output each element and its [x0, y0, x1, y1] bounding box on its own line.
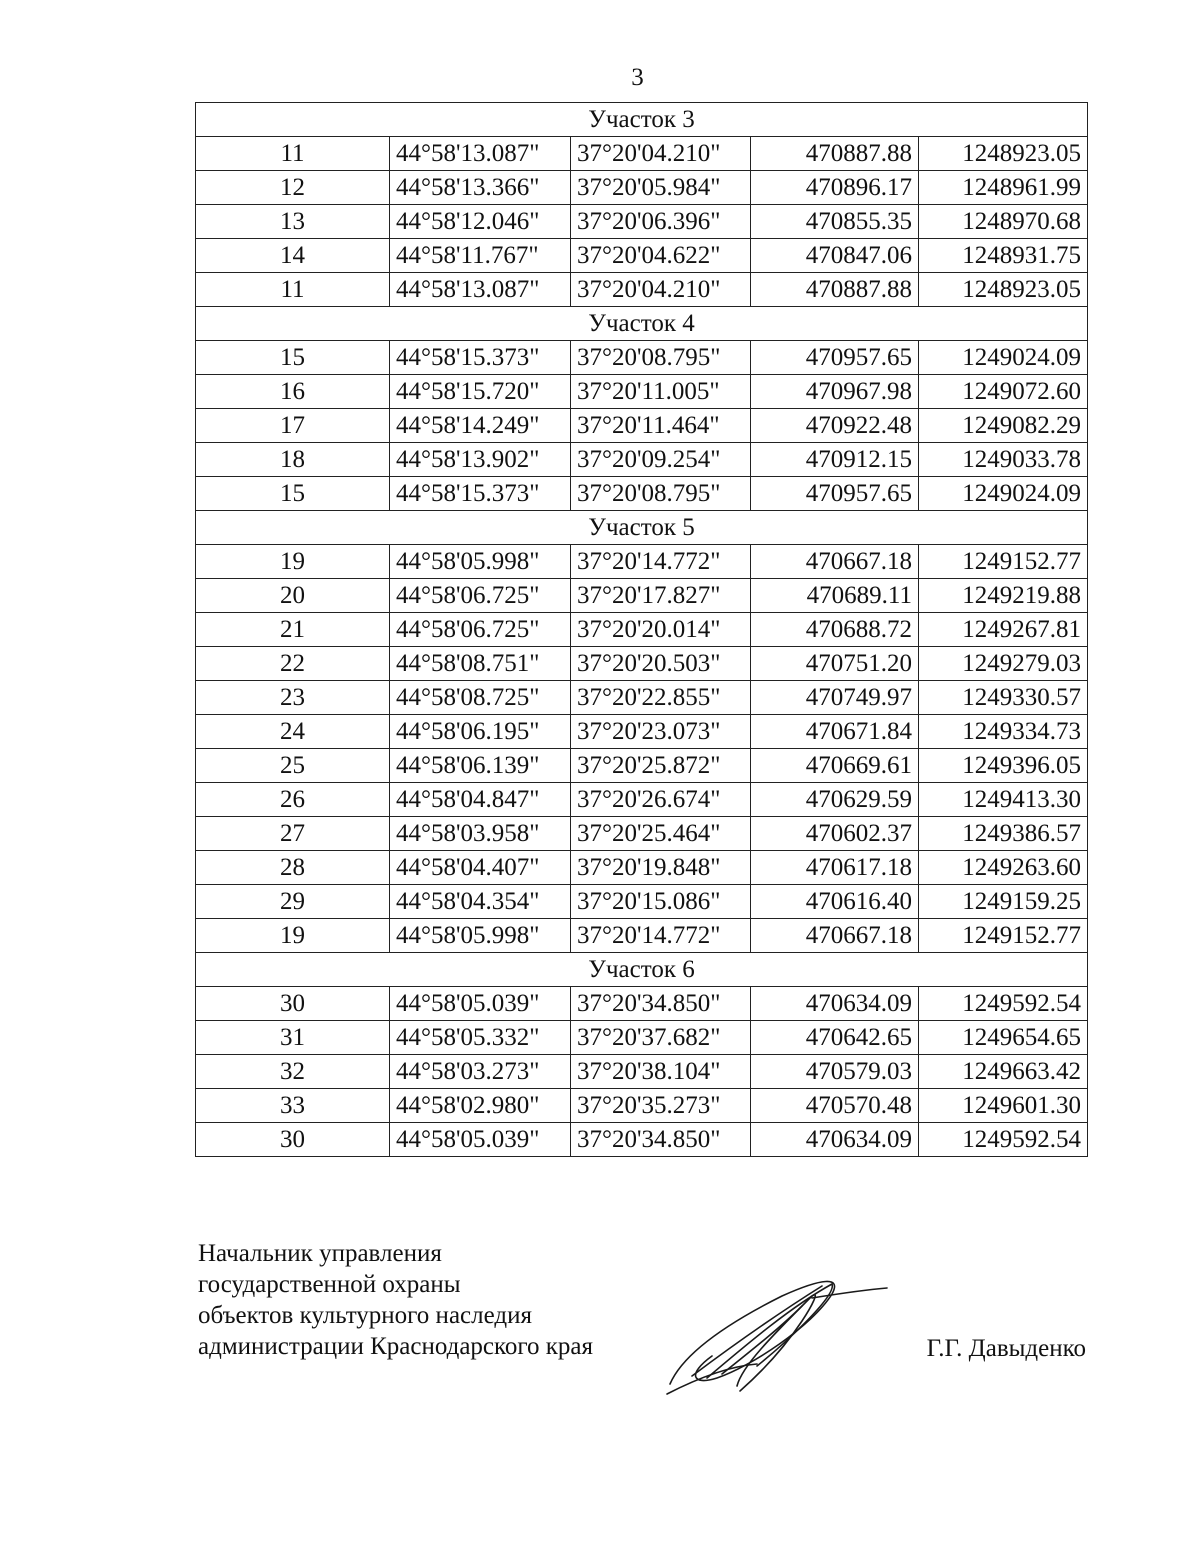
table-row — [196, 1055, 1088, 1089]
x-coordinate-cell: 470629.59 — [751, 783, 919, 817]
point-number-cell: 16 — [196, 375, 390, 409]
point-number-cell: 14 — [196, 239, 390, 273]
point-number-cell: 29 — [196, 885, 390, 919]
point-number-cell: 32 — [196, 1055, 390, 1089]
latitude-cell: 44°58'13.087" — [390, 137, 571, 171]
y-coordinate-cell: 1249330.57 — [919, 681, 1088, 715]
table-row — [196, 477, 1088, 511]
x-coordinate-cell: 470634.09 — [751, 987, 919, 1021]
position-line: администрации Краснодарского края — [198, 1333, 594, 1360]
section-title: Участок 6 — [196, 953, 1088, 987]
x-coordinate-cell: 470688.72 — [751, 613, 919, 647]
x-coordinate-cell: 470922.48 — [751, 409, 919, 443]
longitude-cell: 37°20'38.104" — [571, 1055, 751, 1089]
point-number-cell: 15 — [196, 341, 390, 375]
handwritten-signature — [662, 1266, 892, 1396]
latitude-cell: 44°58'03.273" — [390, 1055, 571, 1089]
x-coordinate-cell: 470957.65 — [751, 477, 919, 511]
point-number-cell: 23 — [196, 681, 390, 715]
table-row — [196, 919, 1088, 953]
latitude-cell: 44°58'11.767" — [390, 239, 571, 273]
latitude-cell: 44°58'06.725" — [390, 579, 571, 613]
x-coordinate-cell: 470602.37 — [751, 817, 919, 851]
x-coordinate-cell: 470957.65 — [751, 341, 919, 375]
y-coordinate-cell: 1248923.05 — [919, 137, 1088, 171]
latitude-cell: 44°58'03.958" — [390, 817, 571, 851]
longitude-cell: 37°20'22.855" — [571, 681, 751, 715]
latitude-cell: 44°58'04.847" — [390, 783, 571, 817]
section-header-row — [196, 103, 1088, 137]
x-coordinate-cell: 470896.17 — [751, 171, 919, 205]
table-row — [196, 273, 1088, 307]
table-row — [196, 239, 1088, 273]
latitude-cell: 44°58'13.902" — [390, 443, 571, 477]
table-row — [196, 1123, 1088, 1157]
table-row — [196, 715, 1088, 749]
table-row — [196, 613, 1088, 647]
longitude-cell: 37°20'11.464" — [571, 409, 751, 443]
y-coordinate-cell: 1249263.60 — [919, 851, 1088, 885]
latitude-cell: 44°58'15.373" — [390, 477, 571, 511]
longitude-cell: 37°20'11.005" — [571, 375, 751, 409]
y-coordinate-cell: 1249279.03 — [919, 647, 1088, 681]
y-coordinate-cell: 1249663.42 — [919, 1055, 1088, 1089]
table-row — [196, 137, 1088, 171]
x-coordinate-cell: 470855.35 — [751, 205, 919, 239]
table-row — [196, 851, 1088, 885]
latitude-cell: 44°58'15.373" — [390, 341, 571, 375]
latitude-cell: 44°58'13.087" — [390, 273, 571, 307]
y-coordinate-cell: 1249159.25 — [919, 885, 1088, 919]
table-row — [196, 1089, 1088, 1123]
y-coordinate-cell: 1248931.75 — [919, 239, 1088, 273]
table-row — [196, 545, 1088, 579]
y-coordinate-cell: 1249267.81 — [919, 613, 1088, 647]
latitude-cell: 44°58'05.039" — [390, 1123, 571, 1157]
y-coordinate-cell: 1249601.30 — [919, 1089, 1088, 1123]
section-header-row — [196, 307, 1088, 341]
table-row — [196, 987, 1088, 1021]
longitude-cell: 37°20'15.086" — [571, 885, 751, 919]
point-number-cell: 17 — [196, 409, 390, 443]
point-number-cell: 31 — [196, 1021, 390, 1055]
point-number-cell: 30 — [196, 987, 390, 1021]
latitude-cell: 44°58'05.332" — [390, 1021, 571, 1055]
x-coordinate-cell: 470579.03 — [751, 1055, 919, 1089]
x-coordinate-cell: 470912.15 — [751, 443, 919, 477]
section-header-row — [196, 953, 1088, 987]
table-row — [196, 205, 1088, 239]
latitude-cell: 44°58'06.195" — [390, 715, 571, 749]
x-coordinate-cell: 470616.40 — [751, 885, 919, 919]
page-number: 3 — [631, 64, 644, 91]
y-coordinate-cell: 1249152.77 — [919, 545, 1088, 579]
table-row — [196, 375, 1088, 409]
point-number-cell: 28 — [196, 851, 390, 885]
latitude-cell: 44°58'06.725" — [390, 613, 571, 647]
table-row — [196, 783, 1088, 817]
coordinates-table-body — [196, 103, 1088, 1157]
position-line: государственной охраны — [198, 1271, 461, 1298]
longitude-cell: 37°20'04.210" — [571, 137, 751, 171]
longitude-cell: 37°20'26.674" — [571, 783, 751, 817]
table-row — [196, 443, 1088, 477]
point-number-cell: 27 — [196, 817, 390, 851]
point-number-cell: 25 — [196, 749, 390, 783]
longitude-cell: 37°20'19.848" — [571, 851, 751, 885]
x-coordinate-cell: 470667.18 — [751, 545, 919, 579]
y-coordinate-cell: 1249082.29 — [919, 409, 1088, 443]
y-coordinate-cell: 1249024.09 — [919, 477, 1088, 511]
latitude-cell: 44°58'04.354" — [390, 885, 571, 919]
table-row — [196, 341, 1088, 375]
longitude-cell: 37°20'34.850" — [571, 987, 751, 1021]
point-number-cell: 11 — [196, 137, 390, 171]
latitude-cell: 44°58'05.998" — [390, 545, 571, 579]
x-coordinate-cell: 470887.88 — [751, 137, 919, 171]
position-line: Начальник управления — [198, 1240, 442, 1267]
table-row — [196, 409, 1088, 443]
longitude-cell: 37°20'08.795" — [571, 477, 751, 511]
table-row — [196, 885, 1088, 919]
latitude-cell: 44°58'04.407" — [390, 851, 571, 885]
point-number-cell: 24 — [196, 715, 390, 749]
table-row — [196, 579, 1088, 613]
longitude-cell: 37°20'05.984" — [571, 171, 751, 205]
y-coordinate-cell: 1249592.54 — [919, 987, 1088, 1021]
x-coordinate-cell: 470689.11 — [751, 579, 919, 613]
section-title: Участок 3 — [196, 103, 1088, 137]
longitude-cell: 37°20'25.464" — [571, 817, 751, 851]
x-coordinate-cell: 470642.65 — [751, 1021, 919, 1055]
latitude-cell: 44°58'08.751" — [390, 647, 571, 681]
signer-name: Г.Г. Давыденко — [926, 1335, 1086, 1362]
position-title — [198, 1238, 593, 1362]
longitude-cell: 37°20'20.503" — [571, 647, 751, 681]
point-number-cell: 19 — [196, 545, 390, 579]
x-coordinate-cell: 470667.18 — [751, 919, 919, 953]
point-number-cell: 22 — [196, 647, 390, 681]
point-number-cell: 13 — [196, 205, 390, 239]
y-coordinate-cell: 1249152.77 — [919, 919, 1088, 953]
y-coordinate-cell: 1248923.05 — [919, 273, 1088, 307]
latitude-cell: 44°58'15.720" — [390, 375, 571, 409]
longitude-cell: 37°20'37.682" — [571, 1021, 751, 1055]
longitude-cell: 37°20'08.795" — [571, 341, 751, 375]
y-coordinate-cell: 1249386.57 — [919, 817, 1088, 851]
x-coordinate-cell: 470967.98 — [751, 375, 919, 409]
y-coordinate-cell: 1249072.60 — [919, 375, 1088, 409]
point-number-cell: 18 — [196, 443, 390, 477]
latitude-cell: 44°58'06.139" — [390, 749, 571, 783]
longitude-cell: 37°20'25.872" — [571, 749, 751, 783]
point-number-cell: 19 — [196, 919, 390, 953]
latitude-cell: 44°58'05.998" — [390, 919, 571, 953]
coordinates-table — [195, 102, 1088, 1157]
longitude-cell: 37°20'14.772" — [571, 545, 751, 579]
y-coordinate-cell: 1249334.73 — [919, 715, 1088, 749]
position-line: объектов культурного наследия — [198, 1302, 532, 1329]
y-coordinate-cell: 1249654.65 — [919, 1021, 1088, 1055]
section-title: Участок 5 — [196, 511, 1088, 545]
longitude-cell: 37°20'17.827" — [571, 579, 751, 613]
x-coordinate-cell: 470847.06 — [751, 239, 919, 273]
table-row — [196, 817, 1088, 851]
longitude-cell: 37°20'06.396" — [571, 205, 751, 239]
latitude-cell: 44°58'14.249" — [390, 409, 571, 443]
latitude-cell: 44°58'13.366" — [390, 171, 571, 205]
y-coordinate-cell: 1249413.30 — [919, 783, 1088, 817]
y-coordinate-cell: 1248970.68 — [919, 205, 1088, 239]
longitude-cell: 37°20'35.273" — [571, 1089, 751, 1123]
longitude-cell: 37°20'34.850" — [571, 1123, 751, 1157]
signature-block — [198, 1238, 1088, 1398]
y-coordinate-cell: 1249396.05 — [919, 749, 1088, 783]
longitude-cell: 37°20'09.254" — [571, 443, 751, 477]
point-number-cell: 33 — [196, 1089, 390, 1123]
x-coordinate-cell: 470669.61 — [751, 749, 919, 783]
latitude-cell: 44°58'02.980" — [390, 1089, 571, 1123]
y-coordinate-cell: 1249024.09 — [919, 341, 1088, 375]
x-coordinate-cell: 470749.97 — [751, 681, 919, 715]
section-header-row — [196, 511, 1088, 545]
longitude-cell: 37°20'14.772" — [571, 919, 751, 953]
y-coordinate-cell: 1249592.54 — [919, 1123, 1088, 1157]
point-number-cell: 26 — [196, 783, 390, 817]
x-coordinate-cell: 470634.09 — [751, 1123, 919, 1157]
latitude-cell: 44°58'12.046" — [390, 205, 571, 239]
point-number-cell: 21 — [196, 613, 390, 647]
longitude-cell: 37°20'04.622" — [571, 239, 751, 273]
table-row — [196, 681, 1088, 715]
longitude-cell: 37°20'04.210" — [571, 273, 751, 307]
point-number-cell: 15 — [196, 477, 390, 511]
latitude-cell: 44°58'08.725" — [390, 681, 571, 715]
x-coordinate-cell: 470887.88 — [751, 273, 919, 307]
longitude-cell: 37°20'20.014" — [571, 613, 751, 647]
y-coordinate-cell: 1249033.78 — [919, 443, 1088, 477]
table-row — [196, 1021, 1088, 1055]
y-coordinate-cell: 1249219.88 — [919, 579, 1088, 613]
latitude-cell: 44°58'05.039" — [390, 987, 571, 1021]
point-number-cell: 30 — [196, 1123, 390, 1157]
x-coordinate-cell: 470671.84 — [751, 715, 919, 749]
section-title: Участок 4 — [196, 307, 1088, 341]
point-number-cell: 11 — [196, 273, 390, 307]
table-row — [196, 749, 1088, 783]
x-coordinate-cell: 470570.48 — [751, 1089, 919, 1123]
x-coordinate-cell: 470617.18 — [751, 851, 919, 885]
table-row — [196, 647, 1088, 681]
point-number-cell: 20 — [196, 579, 390, 613]
x-coordinate-cell: 470751.20 — [751, 647, 919, 681]
y-coordinate-cell: 1248961.99 — [919, 171, 1088, 205]
longitude-cell: 37°20'23.073" — [571, 715, 751, 749]
point-number-cell: 12 — [196, 171, 390, 205]
table-row — [196, 171, 1088, 205]
